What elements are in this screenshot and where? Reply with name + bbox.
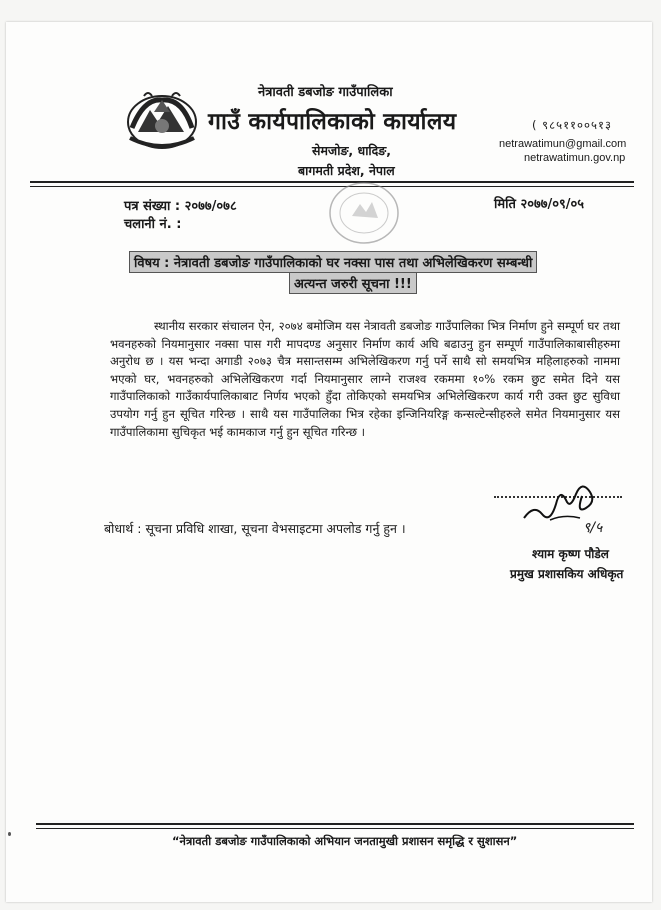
reference-number: पत्र संख्या : २०७७/०७८ [124, 199, 237, 214]
notice-body-paragraph: स्थानीय सरकार संचालन ऐन, २०७४ बमोजिम यस नेत्रावती डबजोङ गाउँपालिका भित्र निर्माण हुने सम्पूर्ण घर तथा भवनहरुको नियमानुसार नक्सा पास गरी मापदण्ड अनुसार निर्माण कार्य अघि बढाउनु हुन सम्पूर्ण गाउँपालिकाबासीहरुमा अनुरोध छ । यस भन्दा अगाडी २०७३ चैत्र मसान्तसम्म अभिलेखिकरण गर्नु पर्ने साथै सो समयभित्र महिलाहरुको नाममा भएको घर, भवनहरुको अभिलेखिकरण गर्दा नियमानुसार लाग्ने राजश्व रकममा १०% रकम छुट समेत दिने यस गाउँपालिकाको गाउँकार्यपालिकाबाट निर्णय भएको हुँदा तोकिएको समयभित्र अभिलेखिकरण कार्य गरी उक्त छुट सुविधा उपयोग गर्नु हुन सूचित गरिन्छ । साथै यस गाउँपालिका भित्र रहेका इन्जिनियरिङ्ग कन्सल्टेन्सीहरुले समेत नियमानुसार यस गाउँपालिकामा सुचिकृत भई कामकाज गर्नु हुन सूचित गरिन्छ । [110, 319, 620, 439]
copy-to-note: बोधार्थ : सूचना प्रविधि शाखा, सूचना वेभसाइटमा अपलोड गर्नु हुन । [104, 521, 406, 536]
subject-line-continued: अत्यन्त जरुरी सूचना !!! [289, 272, 417, 294]
address-line-1: सेमजोङ, धादिङ, [312, 143, 392, 158]
municipality-name: नेत्रावती डबजोङ गाउँपालिका [258, 85, 393, 100]
email-address: netrawatimun@gmail.com [499, 138, 627, 150]
signatory-name: श्याम कृष्ण पौडेल [532, 547, 609, 561]
nepal-emblem-logo [124, 88, 200, 150]
website: netrawatimun.gov.np [524, 152, 626, 164]
office-title: गाउँ कार्यपालिकाको कार्यालय [208, 109, 457, 135]
letter-date: मिति २०७७/०९/०५ [494, 197, 585, 212]
office-stamp-seal [326, 178, 402, 248]
footer-rule-thin [36, 828, 634, 829]
scan-speck [8, 832, 11, 836]
footer-rule [36, 823, 634, 825]
signatory-title: प्रमुख प्रशासकिय अधिकृत [510, 567, 624, 581]
dispatch-number: चलानी नं. : [124, 217, 182, 232]
footer-slogan: “नेत्रावती डबजोङ गाउँपालिकाको अभियान जनतामुखी प्रशासन समृद्धि र सुशासन” [172, 834, 518, 848]
phone-number: ( ९८५११००५१३ [532, 118, 612, 132]
subject-line: विषय : नेत्रावती डबजोङ गाउँपालिकाको घर नक्सा पास तथा अभिलेखिकरण सम्बन्धी [129, 251, 537, 273]
signature-date: ९/५ [583, 520, 603, 536]
address-line-2: बागमती प्रदेश, नेपाल [298, 163, 395, 178]
